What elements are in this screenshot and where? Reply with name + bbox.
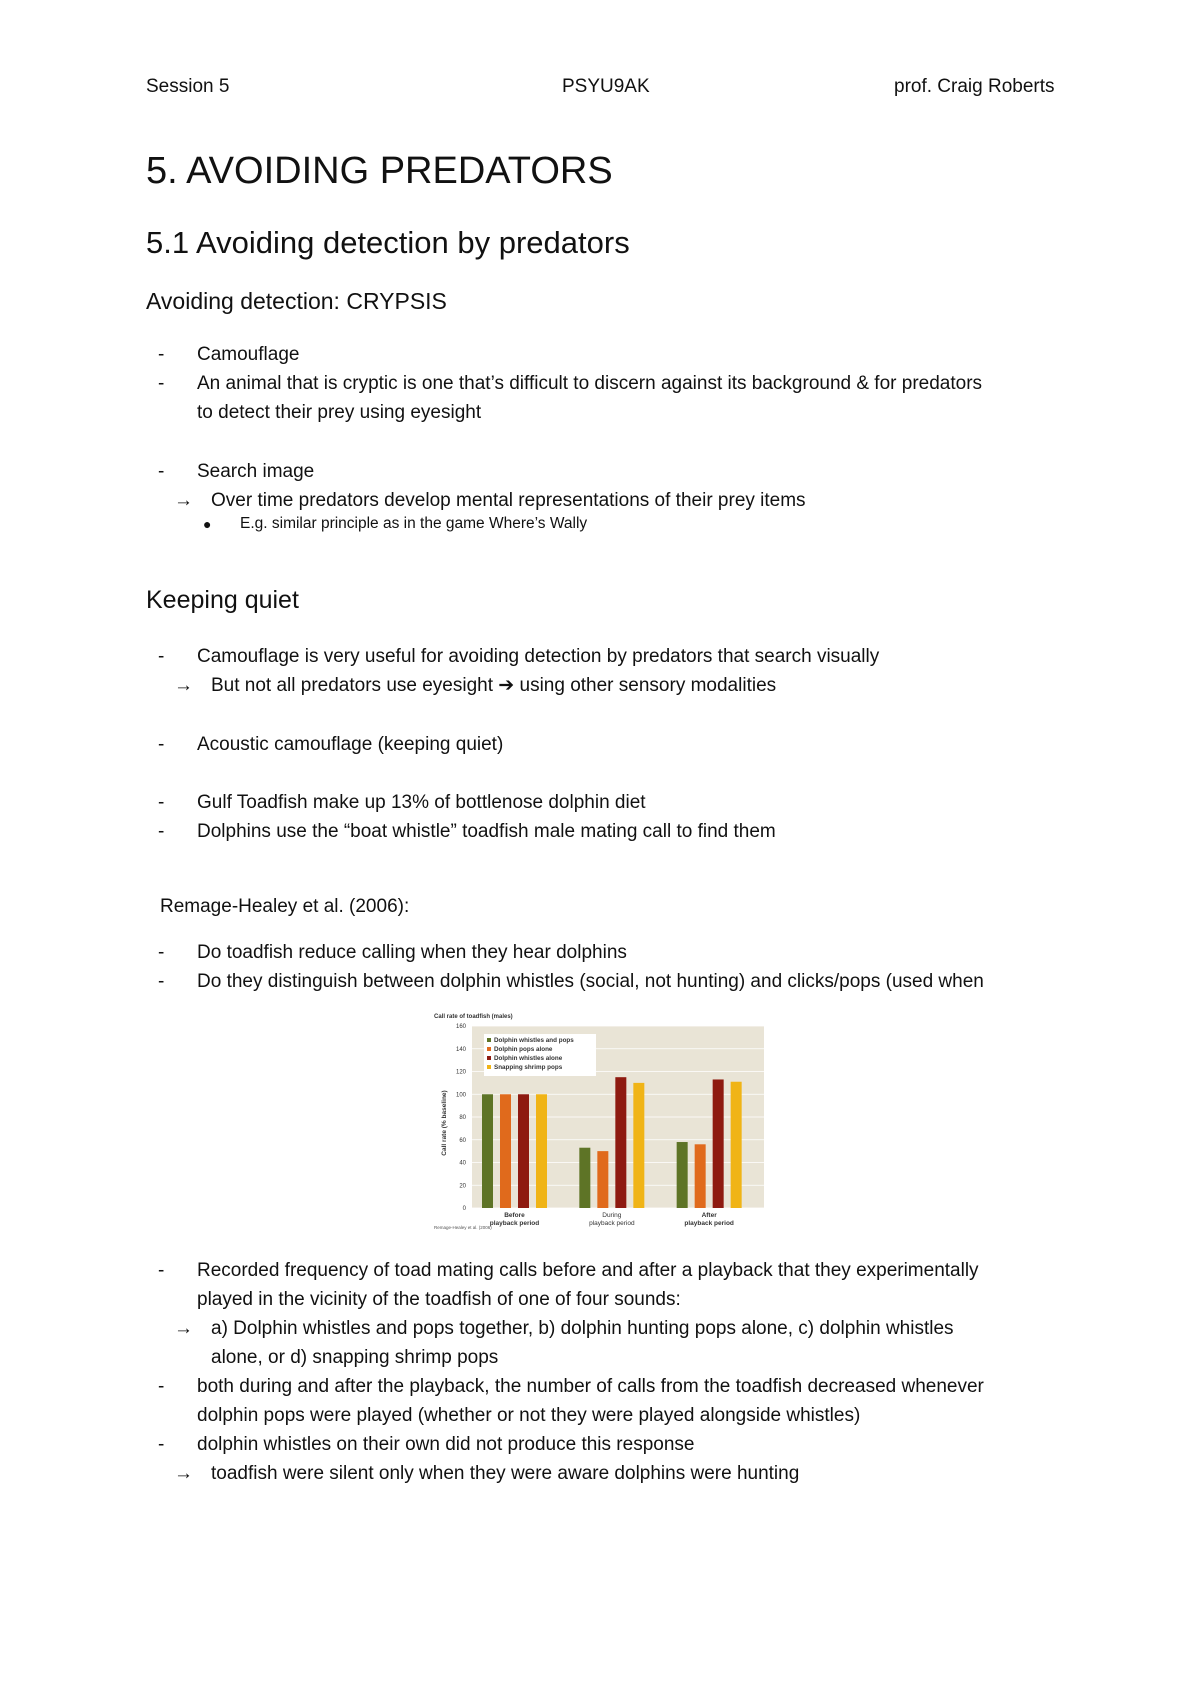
list-dash: -: [158, 821, 165, 842]
bar: [579, 1148, 590, 1208]
keeping-quiet-heading: Keeping quiet: [146, 586, 299, 614]
list-dash: -: [158, 344, 165, 365]
list-item: Do they distinguish between dolphin whistles (social, not hunting) and clicks/pops (used when: [197, 971, 984, 992]
list-item: Acoustic camouflage (keeping quiet): [197, 734, 504, 755]
arrow-item-part1: But not all predators use eyesight: [211, 675, 494, 696]
y-tick-label: 20: [459, 1183, 466, 1190]
list-item: Search image: [197, 461, 315, 482]
bar: [633, 1083, 644, 1208]
legend-swatch: [487, 1056, 491, 1060]
call-rate-chart: [432, 1011, 770, 1233]
list-dash: -: [158, 792, 165, 813]
header-author: prof. Craig Roberts: [894, 76, 1055, 97]
list-dash: -: [158, 1434, 165, 1455]
list-dash: -: [158, 1260, 165, 1281]
bar: [518, 1094, 529, 1208]
x-tick-label: During: [602, 1212, 622, 1219]
bar: [500, 1094, 511, 1208]
source-note: Remage-Healey et al. (2006): [434, 1225, 492, 1230]
arrow-icon: →: [174, 675, 193, 696]
y-tick-label: 120: [455, 1069, 466, 1076]
header-course: PSYU9AK: [562, 76, 650, 97]
bar: [731, 1082, 742, 1208]
bullet-icon: ●: [203, 516, 212, 532]
y-tick-label: 100: [455, 1092, 466, 1099]
y-tick-label: 140: [455, 1046, 466, 1053]
y-tick-label: 160: [455, 1024, 466, 1030]
bar: [597, 1151, 608, 1208]
arrow-item-part2: using other sensory modalities: [519, 675, 777, 696]
list-dash: -: [158, 373, 165, 394]
list-item: An animal that is cryptic is one that’s difficult to discern against its background & for predators: [197, 373, 983, 394]
bar: [695, 1144, 706, 1208]
x-tick-label: playback period: [589, 1220, 635, 1227]
section-heading: 5.1 Avoiding detection by predators: [146, 225, 630, 260]
x-tick-label: Before: [504, 1212, 525, 1219]
list-item-continued: dolphin pops were played (whether or not they were played alongside whistles): [197, 1405, 861, 1426]
page-title: 5. AVOIDING PREDATORS: [146, 150, 613, 192]
list-item: both during and after the playback, the number of calls from the toadfish decreased whenever: [197, 1376, 984, 1397]
list-dash: -: [158, 971, 165, 992]
arrow-item: Over time predators develop mental representations of their prey items: [211, 490, 806, 511]
y-tick-label: 40: [459, 1160, 466, 1167]
legend-label: Dolphin whistles alone: [494, 1055, 563, 1062]
list-dash: -: [158, 461, 165, 482]
arrow-item: toadfish were silent only when they were aware dolphins were hunting: [211, 1463, 800, 1484]
legend-swatch: [487, 1047, 491, 1051]
chart-title: Call rate of toadfish (males): [434, 1014, 513, 1020]
arrow-icon: →: [174, 490, 193, 511]
list-dash: -: [158, 1376, 165, 1397]
bold-arrow-icon: ➔: [498, 675, 515, 696]
arrow-icon: →: [174, 1463, 193, 1484]
citation: Remage-Healey et al. (2006):: [160, 896, 410, 917]
x-tick-label: playback period: [489, 1220, 540, 1227]
arrow-item-continued: alone, or d) snapping shrimp pops: [211, 1347, 499, 1368]
y-tick-label: 60: [459, 1137, 466, 1144]
legend-label: Dolphin whistles and pops: [494, 1037, 574, 1044]
y-tick-label: 80: [459, 1115, 466, 1121]
arrow-icon: →: [174, 1318, 193, 1339]
legend-swatch: [487, 1038, 491, 1042]
bar: [482, 1094, 493, 1208]
crypsis-heading: Avoiding detection: CRYPSIS: [146, 288, 447, 314]
list-item: dolphin whistles on their own did not produce this response: [197, 1434, 695, 1455]
header-session: Session 5: [146, 76, 230, 97]
list-item-continued: to detect their prey using eyesight: [197, 402, 482, 423]
list-item: Dolphins use the “boat whistle” toadfish male mating call to find them: [197, 821, 776, 842]
legend-label: Dolphin pops alone: [494, 1046, 553, 1053]
bar: [536, 1094, 547, 1208]
list-item-continued: played in the vicinity of the toadfish of one of four sounds:: [197, 1289, 681, 1310]
y-tick-label: 0: [462, 1206, 466, 1212]
arrow-item: [211, 671, 776, 700]
list-item: Recorded frequency of toad mating calls before and after a playback that they experimentally: [197, 1260, 979, 1281]
legend-swatch: [487, 1065, 491, 1069]
bullet-item: E.g. similar principle as in the game Where’s Wally: [240, 515, 588, 532]
bar: [615, 1077, 626, 1208]
x-tick-label: After: [701, 1212, 717, 1219]
y-axis-label: Call rate (% baseline): [441, 1090, 448, 1156]
bar: [713, 1079, 724, 1208]
list-dash: -: [158, 646, 165, 667]
list-item: Camouflage: [197, 344, 300, 365]
list-item: Do toadfish reduce calling when they hear dolphins: [197, 942, 627, 963]
arrow-item: a) Dolphin whistles and pops together, b) dolphin hunting pops alone, c) dolphin whistles: [211, 1318, 954, 1339]
legend-label: Snapping shrimp pops: [494, 1064, 563, 1071]
list-item: Gulf Toadfish make up 13% of bottlenose dolphin diet: [197, 792, 646, 813]
list-dash: -: [158, 734, 165, 755]
x-tick-label: playback period: [684, 1220, 734, 1227]
list-dash: -: [158, 942, 165, 963]
bar: [677, 1142, 688, 1208]
list-item: Camouflage is very useful for avoiding detection by predators that search visually: [197, 646, 880, 667]
